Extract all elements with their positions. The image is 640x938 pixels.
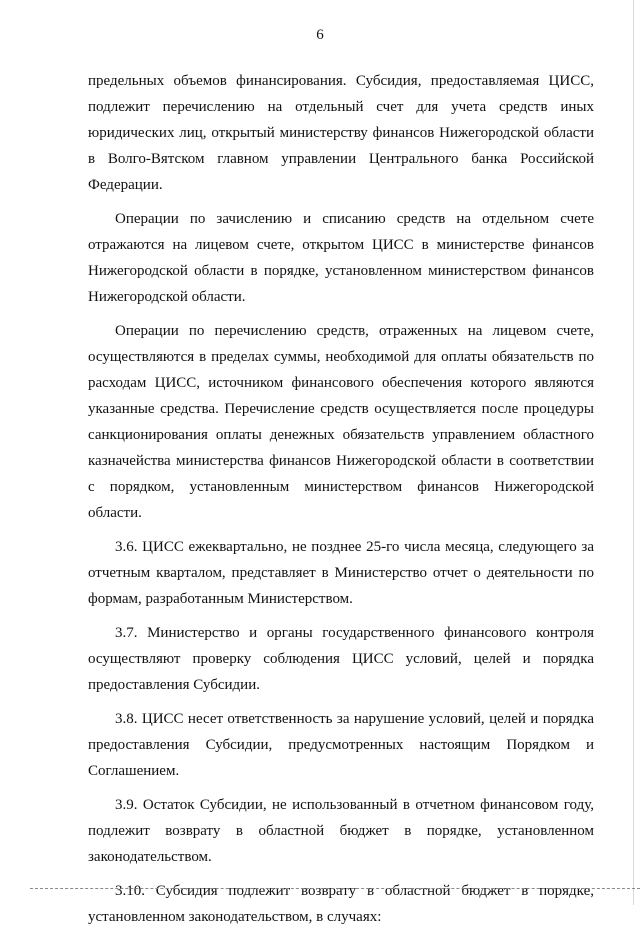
paragraph-clause-3-8: 3.8. ЦИСС несет ответственность за нарушение условий, целей и порядка предоставления Субсидии, предусмотренных настоящим Порядком и Соглашением. — [88, 711, 594, 779]
page-number: 6 — [316, 27, 324, 43]
paragraph-clause-3-7: 3.7. Министерство и органы государственного финансового контроля осуществляют проверку соблюдения ЦИСС условий, целей и порядка предоставления Субсидии. — [88, 625, 594, 693]
document-body — [88, 68, 594, 938]
scan-edge-line — [633, 0, 634, 905]
paragraph-clause-3-9: 3.9. Остаток Субсидии, не использованный в отчетном финансовом году, подлежит возврату в областной бюджет в порядке, установленном законодательством. — [88, 797, 594, 865]
paragraph: Операции по зачислению и списанию средств на отдельном счете отражаются на лицевом счете, открытом ЦИСС в министерстве финансов Нижегородской области в порядке, установленном министерством финансов Нижегородской области. — [88, 211, 594, 305]
paragraph-clause-3-6: 3.6. ЦИСС ежеквартально, не позднее 25-го числа месяца, следующего за отчетным кварталом, представляет в Министерство отчет о деятельности по формам, разработанным Министерством. — [88, 539, 594, 607]
scan-bottom-line — [30, 888, 640, 889]
paragraph-continuation: предельных объемов финансирования. Субсидия, предоставляемая ЦИСС, подлежит перечислению на отдельный счет для учета средств иных юридических лиц, открытый министерству финансов Нижегородской области в Волго-Вятском главном управлении Центрального банка Российской Федерации. — [88, 73, 594, 193]
paragraph: Операции по перечислению средств, отраженных на лицевом счете, осуществляются в пределах суммы, необходимой для оплаты обязательств по расходам ЦИСС, источником финансового обеспечения которого являются указанные средства. Перечисление средств осуществляется после процедуры санкционирования оплаты денежных обязательств управлением областного казначейства министерства финансов Нижегородской области в соответствии с порядком, установленным министерством финансов Нижегородской области. — [88, 323, 594, 521]
paragraph-clause-3-10: 3.10. Субсидия подлежит возврату в областной бюджет в порядке, установленном законодательством, в случаях: — [88, 883, 594, 925]
